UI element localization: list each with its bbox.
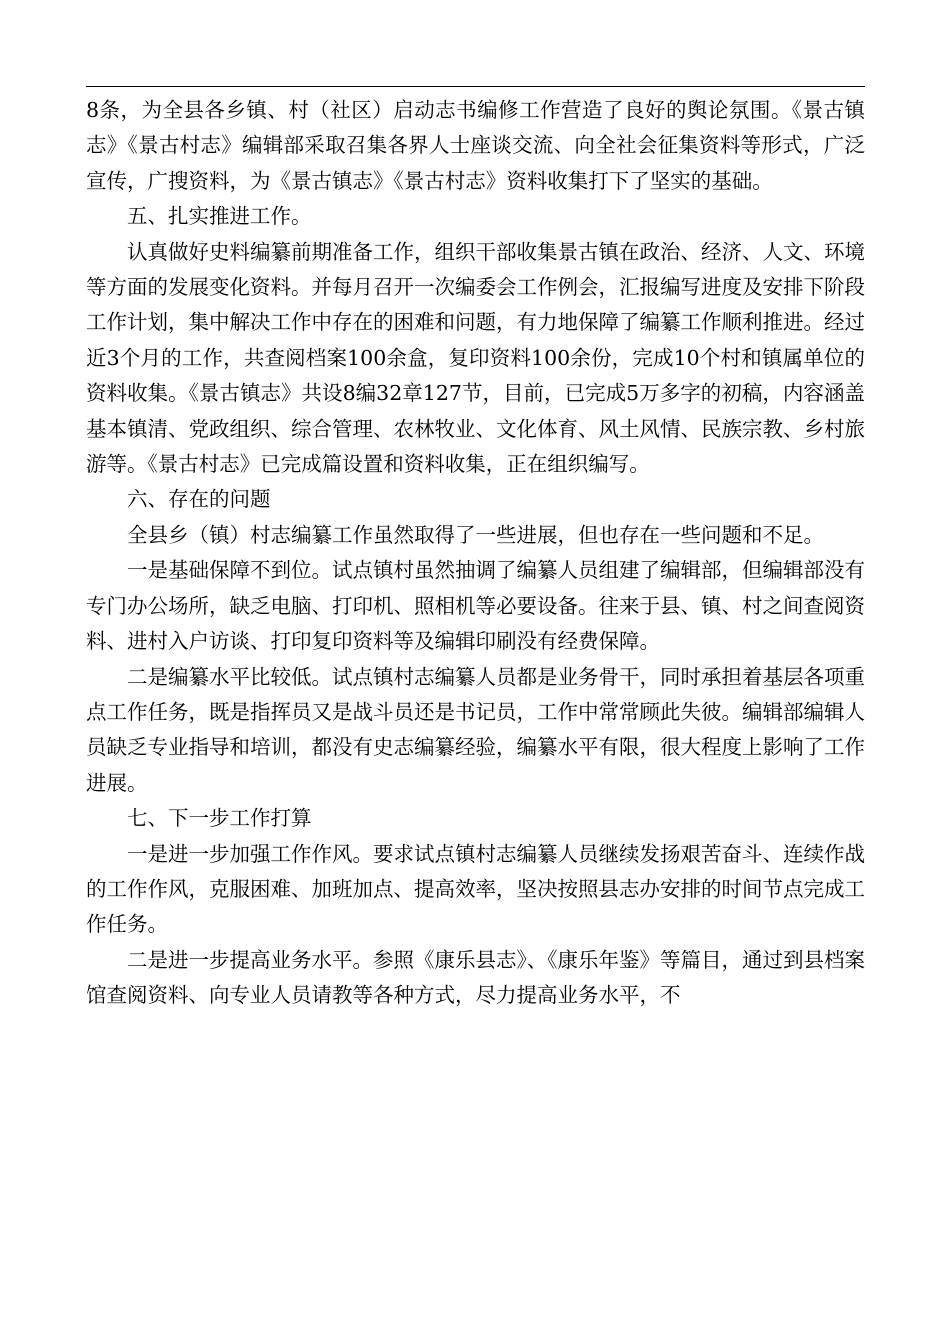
document-body [86,93,865,1014]
header-rule [86,86,865,87]
section-heading-6: 六、存在的问题 [127,487,271,512]
section-heading-7: 七、下一步工作打算 [127,806,312,831]
paragraph-problem-2: 二是编纂水平比较低。试点镇村志编纂人员都是业务骨干，同时承担着基层各项重点工作任务，既是指挥员又是战斗员还是书记员，工作中常常顾此失彼。编辑部编辑人员缺乏专业指导和培训，都没有史志编纂经验，编纂水平有限，很大程度上影响了工作进展。 [86,664,865,795]
paragraph-problem-1: 一是基础保障不到位。试点镇村虽然抽调了编纂人员组建了编辑部，但编辑部没有专门办公场所，缺乏电脑、打印机、照相机等必要设备。往来于县、镇、村之间查阅资料、进村入户访谈、打印复印资料等及编辑印刷没有经费保障。 [86,558,865,654]
paragraph-problems-intro: 全县乡（镇）村志编纂工作虽然取得了一些进展，但也存在一些问题和不足。 [127,522,824,547]
paragraph-progress: 认真做好史料编纂前期准备工作，组织干部收集景古镇在政治、经济、人文、环境等方面的发展变化资料。并每月召开一次编委会工作例会，汇报编写进度及安排下阶段工作计划，集中解决工作中存在的困难和问题，有力地保障了编纂工作顺利推进。经过近3个月的工作，共查阅档案100余盒，复印资料100余份，完成10个村和镇属单位的资料收集。《景古镇志》共设8编32章127节，目前，已完成5万多字的初稿，内容涵盖基本镇清、党政组织、综合管理、农林牧业、文化体育、风土风情、民族宗教、乡村旅游等。《景古村志》已完成篇设置和资料收集，正在组织编写。 [86,239,865,477]
paragraph-continuation: 8条，为全县各乡镇、村（社区）启动志书编修工作营造了良好的舆论氛围。《景古镇志》《景古村志》编辑部采取召集各界人士座谈交流、向全社会征集资料等形式，广泛宣传，广搜资料，为《景古镇志》《景古村志》资料收集打下了坚实的基础。 [86,98,865,193]
paragraph-plan-2: 二是进一步提高业务水平。参照《康乐县志》、《康乐年鉴》等篇目，通过到县档案馆查阅资料、向专业人员请教等各种方式，尽力提高业务水平，不 [86,947,865,1008]
section-heading-5: 五、扎实推进工作。 [127,204,312,229]
paragraph-plan-1: 一是进一步加强工作作风。要求试点镇村志编纂人员继续发扬艰苦奋斗、连续作战的工作作风，克服困难、加班加点、提高效率，坚决按照县志办安排的时间节点完成工作任务。 [86,841,865,937]
